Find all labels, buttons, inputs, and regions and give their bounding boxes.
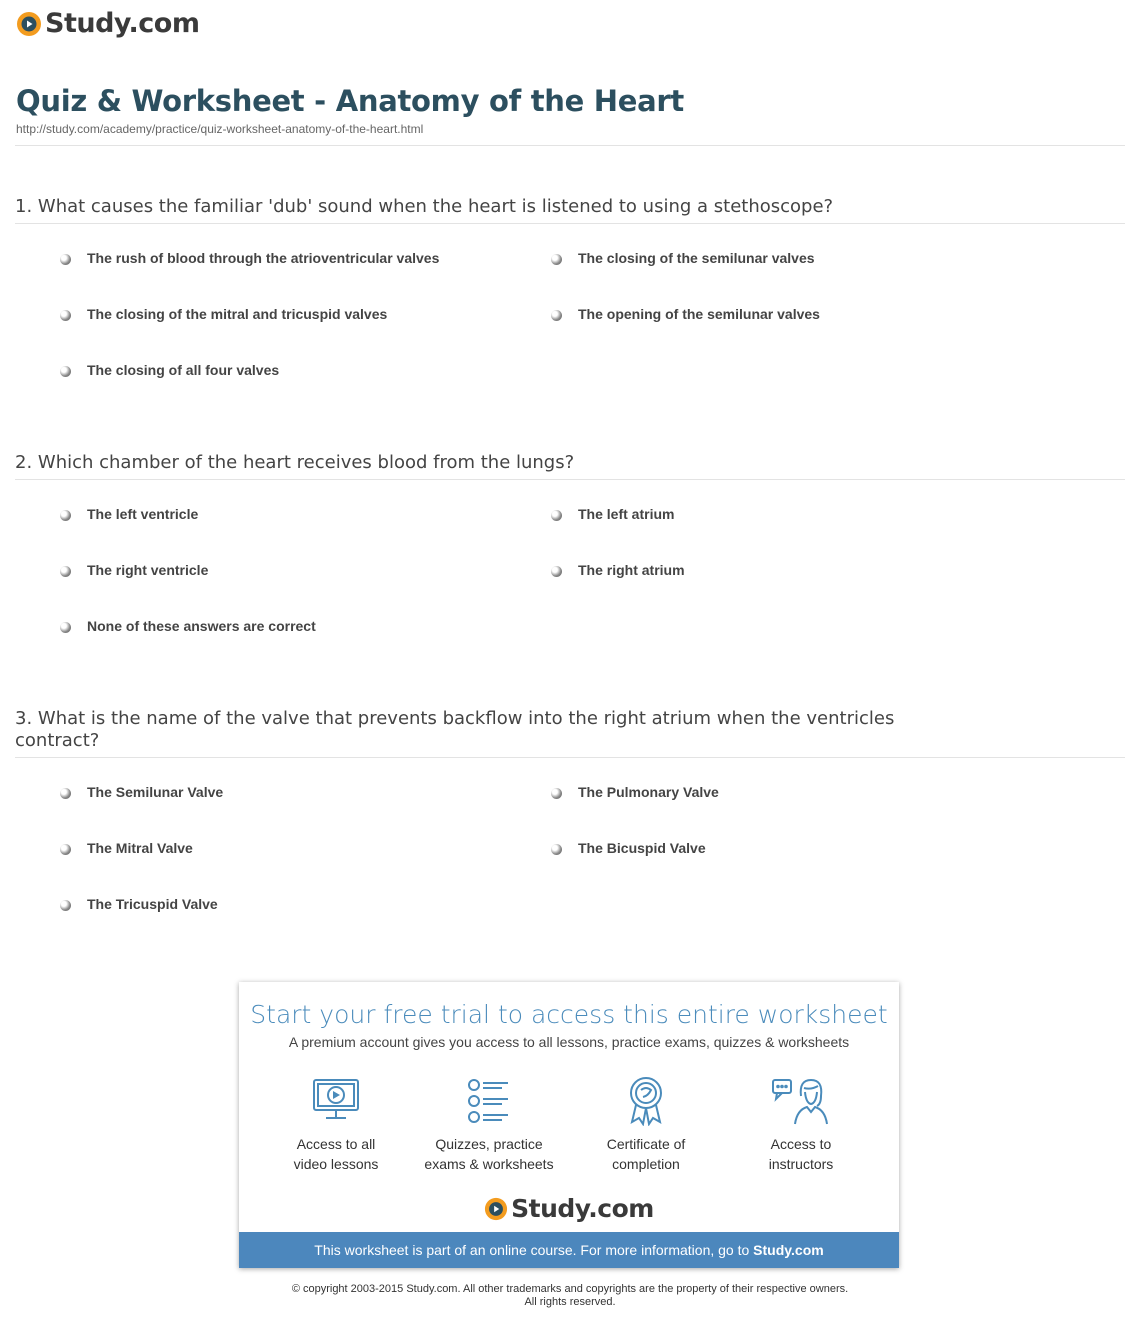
divider: [15, 757, 1125, 758]
q1-option-2[interactable]: The closing of the semilunar valves: [551, 250, 815, 266]
feature-label: Access to all video lessons: [293, 1136, 379, 1172]
question-1: 1. What causes the familiar 'dub' sound when the heart is listened to using a stethoscope?: [15, 196, 834, 217]
q1-option-3[interactable]: The closing of the mitral and tricuspid valves: [60, 306, 387, 322]
course-info-bar: [239, 1232, 899, 1268]
q1-option-1[interactable]: The rush of blood through the atrioventricular valves: [60, 250, 439, 266]
feature-quizzes: [414, 1076, 564, 1174]
q1-option-4[interactable]: The opening of the semilunar valves: [551, 306, 820, 322]
q3-option-3[interactable]: The Mitral Valve: [60, 840, 193, 856]
radio-button[interactable]: [60, 844, 71, 855]
radio-button[interactable]: [60, 900, 71, 911]
radio-button[interactable]: [60, 788, 71, 799]
q3-option-2[interactable]: The Pulmonary Valve: [551, 784, 719, 800]
divider: [15, 145, 1125, 146]
radio-button[interactable]: [551, 566, 562, 577]
q3-option-1[interactable]: The Semilunar Valve: [60, 784, 223, 800]
study-logo[interactable]: [16, 8, 199, 39]
q1-option-5[interactable]: The closing of all four valves: [60, 362, 279, 378]
feature-instructors: [726, 1076, 876, 1174]
feature-label: Access to instructors: [768, 1136, 834, 1172]
q3-option-5[interactable]: The Tricuspid Valve: [60, 896, 218, 912]
radio-button[interactable]: [60, 254, 71, 265]
free-trial-headline[interactable]: Start your free trial to access this entire worksheet: [250, 1000, 888, 1029]
rights-text: All rights reserved.: [524, 1296, 616, 1308]
study-logo-icon: [484, 1197, 508, 1221]
feature-label: Certificate of completion: [606, 1136, 686, 1172]
radio-button[interactable]: [551, 844, 562, 855]
quiz-list-icon: [464, 1076, 514, 1126]
free-trial-subtext: A premium account gives you access to all lessons, practice exams, quizzes & worksheets: [288, 1034, 850, 1050]
study-logo-icon: [16, 11, 42, 37]
radio-button[interactable]: [60, 510, 71, 521]
radio-button[interactable]: [551, 788, 562, 799]
logo-text: Study.com: [45, 8, 200, 39]
question-2: 2. Which chamber of the heart receives blood from the lungs?: [15, 452, 575, 473]
video-lesson-icon: [311, 1076, 361, 1126]
radio-button[interactable]: [551, 510, 562, 521]
feature-video-lessons: [261, 1076, 411, 1174]
q2-option-3[interactable]: The right ventricle: [60, 562, 208, 578]
certificate-icon: [621, 1076, 671, 1126]
radio-button[interactable]: [60, 310, 71, 321]
page-title: Quiz & Worksheet - Anatomy of the Heart: [16, 84, 684, 118]
radio-button[interactable]: [60, 622, 71, 633]
card-study-logo[interactable]: [239, 1194, 899, 1223]
study-link[interactable]: Study.com: [753, 1242, 824, 1258]
radio-button[interactable]: [60, 366, 71, 377]
radio-button[interactable]: [60, 566, 71, 577]
q2-option-2[interactable]: The left atrium: [551, 506, 674, 522]
logo-text: Study.com: [511, 1194, 654, 1223]
q2-option-4[interactable]: The right atrium: [551, 562, 685, 578]
page-url: http://study.com/academy/practice/quiz-worksheet-anatomy-of-the-heart.html: [16, 122, 424, 136]
footer: [0, 1283, 1140, 1309]
question-3: 3. What is the name of the valve that prevents backflow into the right atrium when the ventricles contract?: [15, 708, 895, 751]
free-trial-card: [239, 982, 899, 1268]
divider: [15, 223, 1125, 224]
feature-label: Quizzes, practice exams & worksheets: [424, 1136, 554, 1172]
radio-button[interactable]: [551, 310, 562, 321]
q3-option-4[interactable]: The Bicuspid Valve: [551, 840, 706, 856]
instructor-icon: [771, 1076, 831, 1126]
copyright-text: © copyright 2003-2015 Study.com. All other trademarks and copyrights are the property of their respective owners.: [291, 1283, 849, 1295]
q2-option-5[interactable]: None of these answers are correct: [60, 618, 316, 634]
q2-option-1[interactable]: The left ventricle: [60, 506, 198, 522]
radio-button[interactable]: [551, 254, 562, 265]
divider: [15, 479, 1125, 480]
feature-certificate: [571, 1076, 721, 1174]
course-info-text: This worksheet is part of an online course. For more information, go to: [314, 1242, 754, 1258]
